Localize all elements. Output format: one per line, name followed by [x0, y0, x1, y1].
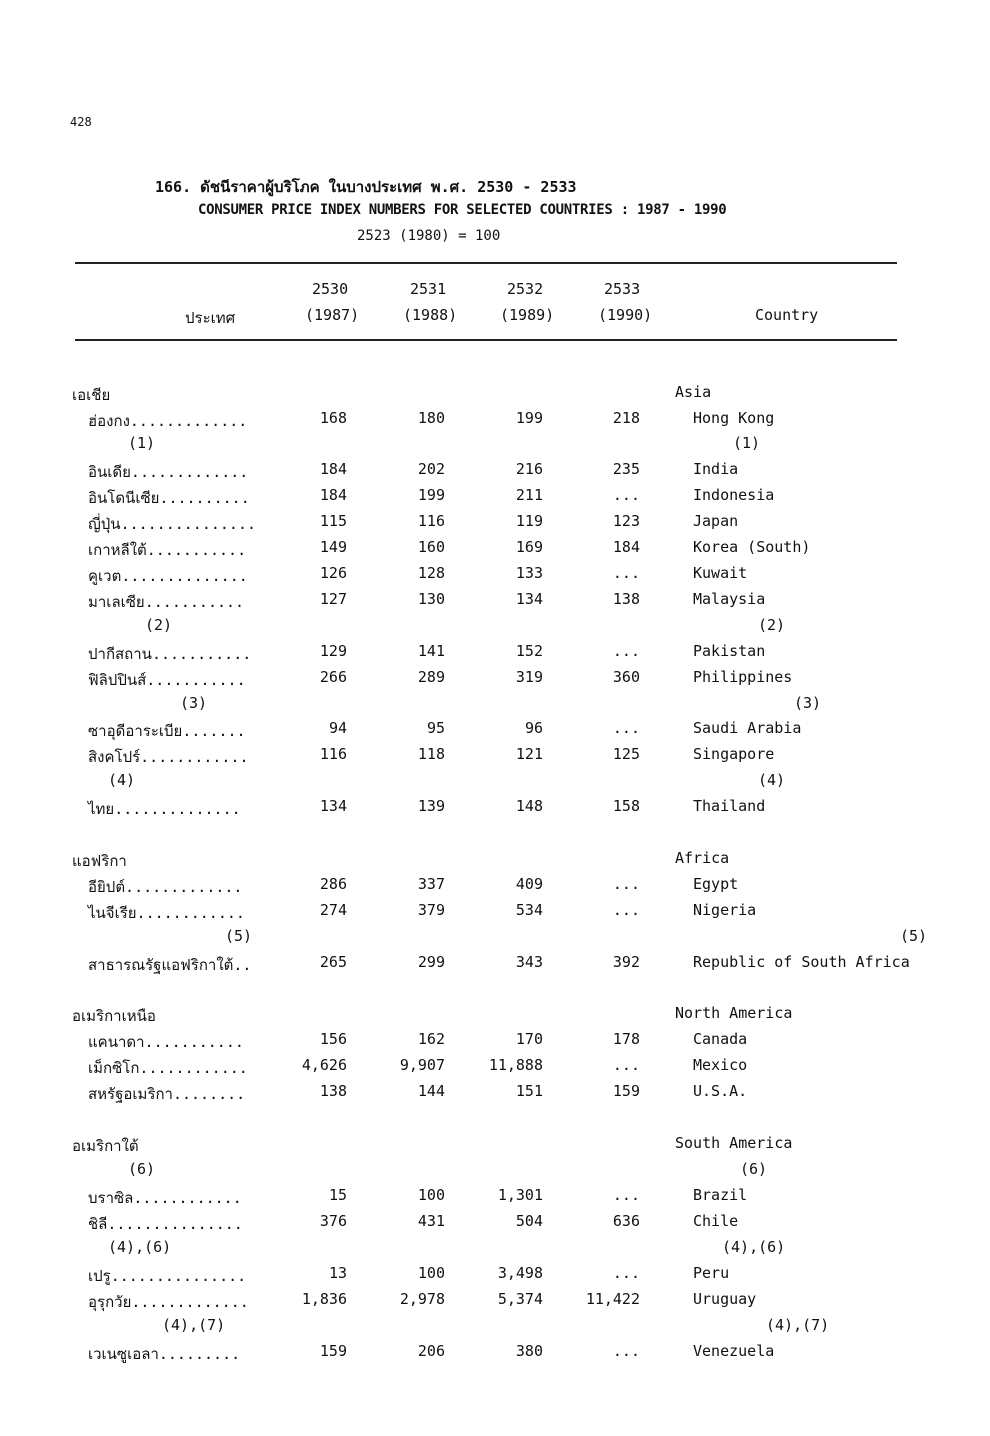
- country-name-english: Malaysia: [693, 590, 766, 608]
- footnote-marker: (4),(7): [162, 1316, 226, 1334]
- index-value: ...: [612, 719, 640, 737]
- index-value: 211: [515, 486, 543, 504]
- index-value: ...: [612, 1264, 640, 1282]
- index-value: 431: [417, 1212, 445, 1230]
- header-year-ce: (1987): [305, 306, 360, 324]
- country-name-thai: มาเลเซีย...........: [88, 593, 245, 611]
- index-value: 337: [417, 875, 445, 893]
- country-name-english: India: [693, 460, 739, 478]
- title-thai: 166. ดัชนีราคาผู้บริโภค ในบางประเทศ พ.ศ. 2530 - 2533: [155, 178, 577, 196]
- header-year-ce: (1989): [500, 306, 555, 324]
- index-value: 141: [417, 642, 445, 660]
- footnote-marker: (4),(7): [766, 1316, 830, 1334]
- index-value: 9,907: [399, 1056, 445, 1074]
- country-name-english: Venezuela: [693, 1342, 775, 1360]
- country-name-english: Chile: [693, 1212, 739, 1230]
- country-name-thai: เกาหลีใต้...........: [88, 541, 247, 559]
- index-value: 343: [515, 953, 543, 971]
- country-name-thai: อียิปต์.............: [88, 878, 243, 896]
- index-value: ...: [612, 1342, 640, 1360]
- footnote-marker: (3): [794, 694, 822, 712]
- country-name-english: Mexico: [693, 1056, 748, 1074]
- index-value: 151: [515, 1082, 543, 1100]
- index-value: 130: [417, 590, 445, 608]
- country-name-thai: คูเวต..............: [88, 567, 248, 585]
- index-value: 13: [328, 1264, 347, 1282]
- index-value: 133: [515, 564, 543, 582]
- country-name-english: Indonesia: [693, 486, 775, 504]
- index-value: 266: [319, 668, 347, 686]
- index-value: 380: [515, 1342, 543, 1360]
- index-value: 199: [515, 409, 543, 427]
- index-value: ...: [612, 642, 640, 660]
- index-value: 319: [515, 668, 543, 686]
- country-name-english: Uruguay: [693, 1290, 757, 1308]
- index-value: 148: [515, 797, 543, 815]
- base-year: 2523 (1980) = 100: [357, 228, 501, 244]
- country-name-english: Nigeria: [693, 901, 757, 919]
- index-value: 134: [515, 590, 543, 608]
- index-value: 159: [319, 1342, 347, 1360]
- index-value: 216: [515, 460, 543, 478]
- country-name-thai: อินเดีย.............: [88, 463, 249, 481]
- index-value: 299: [417, 953, 445, 971]
- country-name-english: U.S.A.: [693, 1082, 748, 1100]
- index-value: 134: [319, 797, 347, 815]
- index-value: 138: [319, 1082, 347, 1100]
- country-name-english: Japan: [693, 512, 739, 530]
- footnote-marker: (5): [900, 927, 928, 945]
- country-name-english: Brazil: [693, 1186, 748, 1204]
- footnote-marker: (5): [225, 927, 253, 945]
- footnote-marker: (2): [758, 616, 786, 634]
- title-english: CONSUMER PRICE INDEX NUMBERS FOR SELECTED COUNTRIES : 1987 - 1990: [198, 202, 727, 218]
- index-value: 160: [417, 538, 445, 556]
- country-name-thai: อุรุกวัย.............: [88, 1293, 249, 1311]
- index-value: 127: [319, 590, 347, 608]
- footnote-marker: (6): [128, 1160, 156, 1178]
- index-value: 286: [319, 875, 347, 893]
- country-name-thai: ซาอุดีอาระเบีย.......: [88, 722, 246, 740]
- index-value: 128: [417, 564, 445, 582]
- country-name-english: Hong Kong: [693, 409, 775, 427]
- section-english: North America: [675, 1004, 793, 1022]
- top-rule: [75, 262, 897, 264]
- country-name-thai: ญี่ปุ่น...............: [88, 515, 257, 533]
- index-value: 1,836: [301, 1290, 347, 1308]
- index-value: 11,422: [585, 1290, 640, 1308]
- index-value: 118: [417, 745, 445, 763]
- footnote-marker: (4),(6): [722, 1238, 786, 1256]
- index-value: 162: [417, 1030, 445, 1048]
- index-value: 265: [319, 953, 347, 971]
- index-value: 636: [612, 1212, 640, 1230]
- index-value: 5,374: [497, 1290, 543, 1308]
- index-value: 138: [612, 590, 640, 608]
- country-name-thai: เปรู...............: [88, 1267, 247, 1285]
- index-value: 206: [417, 1342, 445, 1360]
- header-year-be: 2530: [312, 280, 349, 298]
- country-name-thai: สหรัฐอเมริกา........: [88, 1085, 246, 1103]
- header-country-label: Country: [755, 306, 819, 324]
- country-name-thai: สาธารณรัฐแอฟริกาใต้..: [88, 956, 252, 974]
- header-year-be: 2533: [604, 280, 641, 298]
- country-name-english: Saudi Arabia: [693, 719, 802, 737]
- country-name-thai: เม็กซิโก............: [88, 1059, 248, 1077]
- footnote-marker: (1): [733, 434, 761, 452]
- index-value: ...: [612, 901, 640, 919]
- country-name-english: Singapore: [693, 745, 775, 763]
- country-name-thai: เวเนซูเอลา.........: [88, 1345, 241, 1363]
- header-year-be: 2531: [410, 280, 447, 298]
- country-name-thai: ไนจีเรีย............: [88, 904, 245, 922]
- country-name-thai: ฮ่องกง.............: [88, 412, 248, 430]
- index-value: 159: [612, 1082, 640, 1100]
- section-thai: อเมริกาเหนือ: [72, 1007, 156, 1025]
- header-rule: [75, 339, 897, 341]
- country-name-thai: แคนาดา...........: [88, 1033, 244, 1051]
- index-value: 534: [515, 901, 543, 919]
- country-name-english: Republic of South Africa: [693, 953, 910, 971]
- section-thai: แอฟริกา: [72, 852, 127, 870]
- index-value: 376: [319, 1212, 347, 1230]
- index-value: ...: [612, 875, 640, 893]
- index-value: 180: [417, 409, 445, 427]
- index-value: 274: [319, 901, 347, 919]
- section-english: Asia: [675, 383, 712, 401]
- index-value: 184: [319, 460, 347, 478]
- index-value: 170: [515, 1030, 543, 1048]
- index-value: 409: [515, 875, 543, 893]
- index-value: 360: [612, 668, 640, 686]
- country-name-thai: ฟิลิปปินส์...........: [88, 671, 246, 689]
- index-value: 199: [417, 486, 445, 504]
- country-name-thai: ไทย..............: [88, 800, 241, 818]
- country-name-english: Philippines: [693, 668, 793, 686]
- index-value: 178: [612, 1030, 640, 1048]
- index-value: 116: [417, 512, 445, 530]
- index-value: 504: [515, 1212, 543, 1230]
- index-value: 156: [319, 1030, 347, 1048]
- index-value: 100: [417, 1186, 445, 1204]
- index-value: ...: [612, 486, 640, 504]
- page-number: 428: [70, 115, 92, 129]
- index-value: 158: [612, 797, 640, 815]
- index-value: 1,301: [497, 1186, 543, 1204]
- index-value: 2,978: [399, 1290, 445, 1308]
- country-name-english: Korea (South): [693, 538, 811, 556]
- index-value: 289: [417, 668, 445, 686]
- index-value: 149: [319, 538, 347, 556]
- index-value: 168: [319, 409, 347, 427]
- index-value: 15: [328, 1186, 347, 1204]
- country-name-english: Canada: [693, 1030, 748, 1048]
- country-name-english: Pakistan: [693, 642, 766, 660]
- section-thai: อเมริกาใต้: [72, 1137, 139, 1155]
- index-value: 218: [612, 409, 640, 427]
- country-name-thai: อินโดนีเซีย..........: [88, 489, 250, 507]
- index-value: 152: [515, 642, 543, 660]
- index-value: 11,888: [488, 1056, 543, 1074]
- index-value: ...: [612, 1186, 640, 1204]
- footnote-marker: (1): [128, 434, 156, 452]
- index-value: 125: [612, 745, 640, 763]
- header-year-be: 2532: [507, 280, 544, 298]
- section-thai: เอเชีย: [72, 386, 111, 404]
- country-name-english: Kuwait: [693, 564, 748, 582]
- footnote-marker: (6): [740, 1160, 768, 1178]
- index-value: 392: [612, 953, 640, 971]
- index-value: 115: [319, 512, 347, 530]
- index-value: 184: [612, 538, 640, 556]
- index-value: 202: [417, 460, 445, 478]
- index-value: 3,498: [497, 1264, 543, 1282]
- section-english: Africa: [675, 849, 730, 867]
- index-value: 169: [515, 538, 543, 556]
- index-value: 139: [417, 797, 445, 815]
- index-value: 126: [319, 564, 347, 582]
- country-name-english: Egypt: [693, 875, 739, 893]
- index-value: 94: [328, 719, 347, 737]
- country-name-thai: ปากีสถาน...........: [88, 645, 252, 663]
- footnote-marker: (4): [108, 771, 136, 789]
- country-name-thai: สิงคโปร์............: [88, 748, 249, 766]
- index-value: 144: [417, 1082, 445, 1100]
- index-value: 235: [612, 460, 640, 478]
- header-year-ce: (1990): [598, 306, 653, 324]
- index-value: ...: [612, 564, 640, 582]
- index-value: ...: [612, 1056, 640, 1074]
- section-english: South America: [675, 1134, 793, 1152]
- footnote-marker: (4): [758, 771, 786, 789]
- country-name-english: Peru: [693, 1264, 730, 1282]
- footnote-marker: (2): [145, 616, 173, 634]
- index-value: 123: [612, 512, 640, 530]
- header-year-ce: (1988): [403, 306, 458, 324]
- index-value: 100: [417, 1264, 445, 1282]
- index-value: 119: [515, 512, 543, 530]
- header-thai-label: ประเทศ: [185, 309, 236, 327]
- footnote-marker: (4),(6): [108, 1238, 172, 1256]
- index-value: 116: [319, 745, 347, 763]
- index-value: 4,626: [301, 1056, 347, 1074]
- index-value: 121: [515, 745, 543, 763]
- country-name-english: Thailand: [693, 797, 766, 815]
- index-value: 96: [524, 719, 543, 737]
- index-value: 184: [319, 486, 347, 504]
- index-value: 95: [426, 719, 445, 737]
- country-name-thai: บราซิล............: [88, 1189, 242, 1207]
- footnote-marker: (3): [180, 694, 208, 712]
- index-value: 129: [319, 642, 347, 660]
- index-value: 379: [417, 901, 445, 919]
- country-name-thai: ชิลี...............: [88, 1215, 243, 1233]
